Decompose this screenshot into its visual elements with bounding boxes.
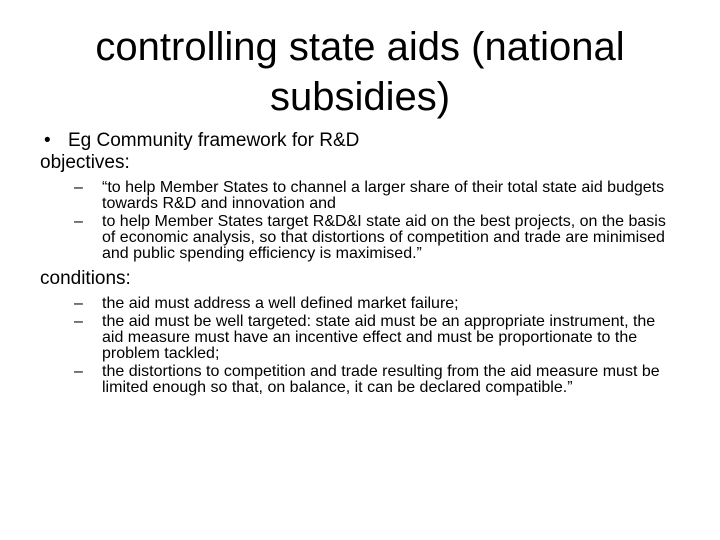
list-item [74,364,680,396]
list-item [74,296,680,312]
slide-body [40,130,680,402]
bullet-marker: • [44,130,51,151]
list-item [74,314,680,362]
conditions-list [40,296,680,396]
conditions-heading: conditions: [40,268,131,289]
slide-title: controlling state aids (national subsidies) [95,25,625,119]
dash-marker: – [74,363,83,380]
lead-bullet-text: Eg Community framework for R&D [68,130,360,151]
objective-text: to help Member States target R&D&I state aid on the best projects, on the basis of economic analysis, so that distortions of competition and trade are minimised and public spending efficiency is maximised.” [102,213,666,262]
objectives-list [40,180,680,262]
objective-text: “to help Member States to channel a larger share of their total state aid budgets towards R&D and innovation and [102,179,665,212]
lead-bullet-item [40,130,680,152]
condition-text: the distortions to competition and trade resulting from the aid measure must be limited enough so that, on balance, it can be declared compatible.” [102,363,660,396]
condition-text: the aid must be well targeted: state aid must be an appropriate instrument, the aid measure must have an incentive effect and must be proportionate to the problem tackled; [102,313,656,362]
list-item [74,214,680,262]
condition-text: the aid must address a well defined market failure; [102,295,459,312]
list-item [74,180,680,212]
dash-marker: – [74,295,83,312]
dash-marker: – [74,179,83,196]
dash-marker: – [74,213,83,230]
dash-marker: – [74,313,83,330]
objectives-heading: objectives: [40,152,130,173]
